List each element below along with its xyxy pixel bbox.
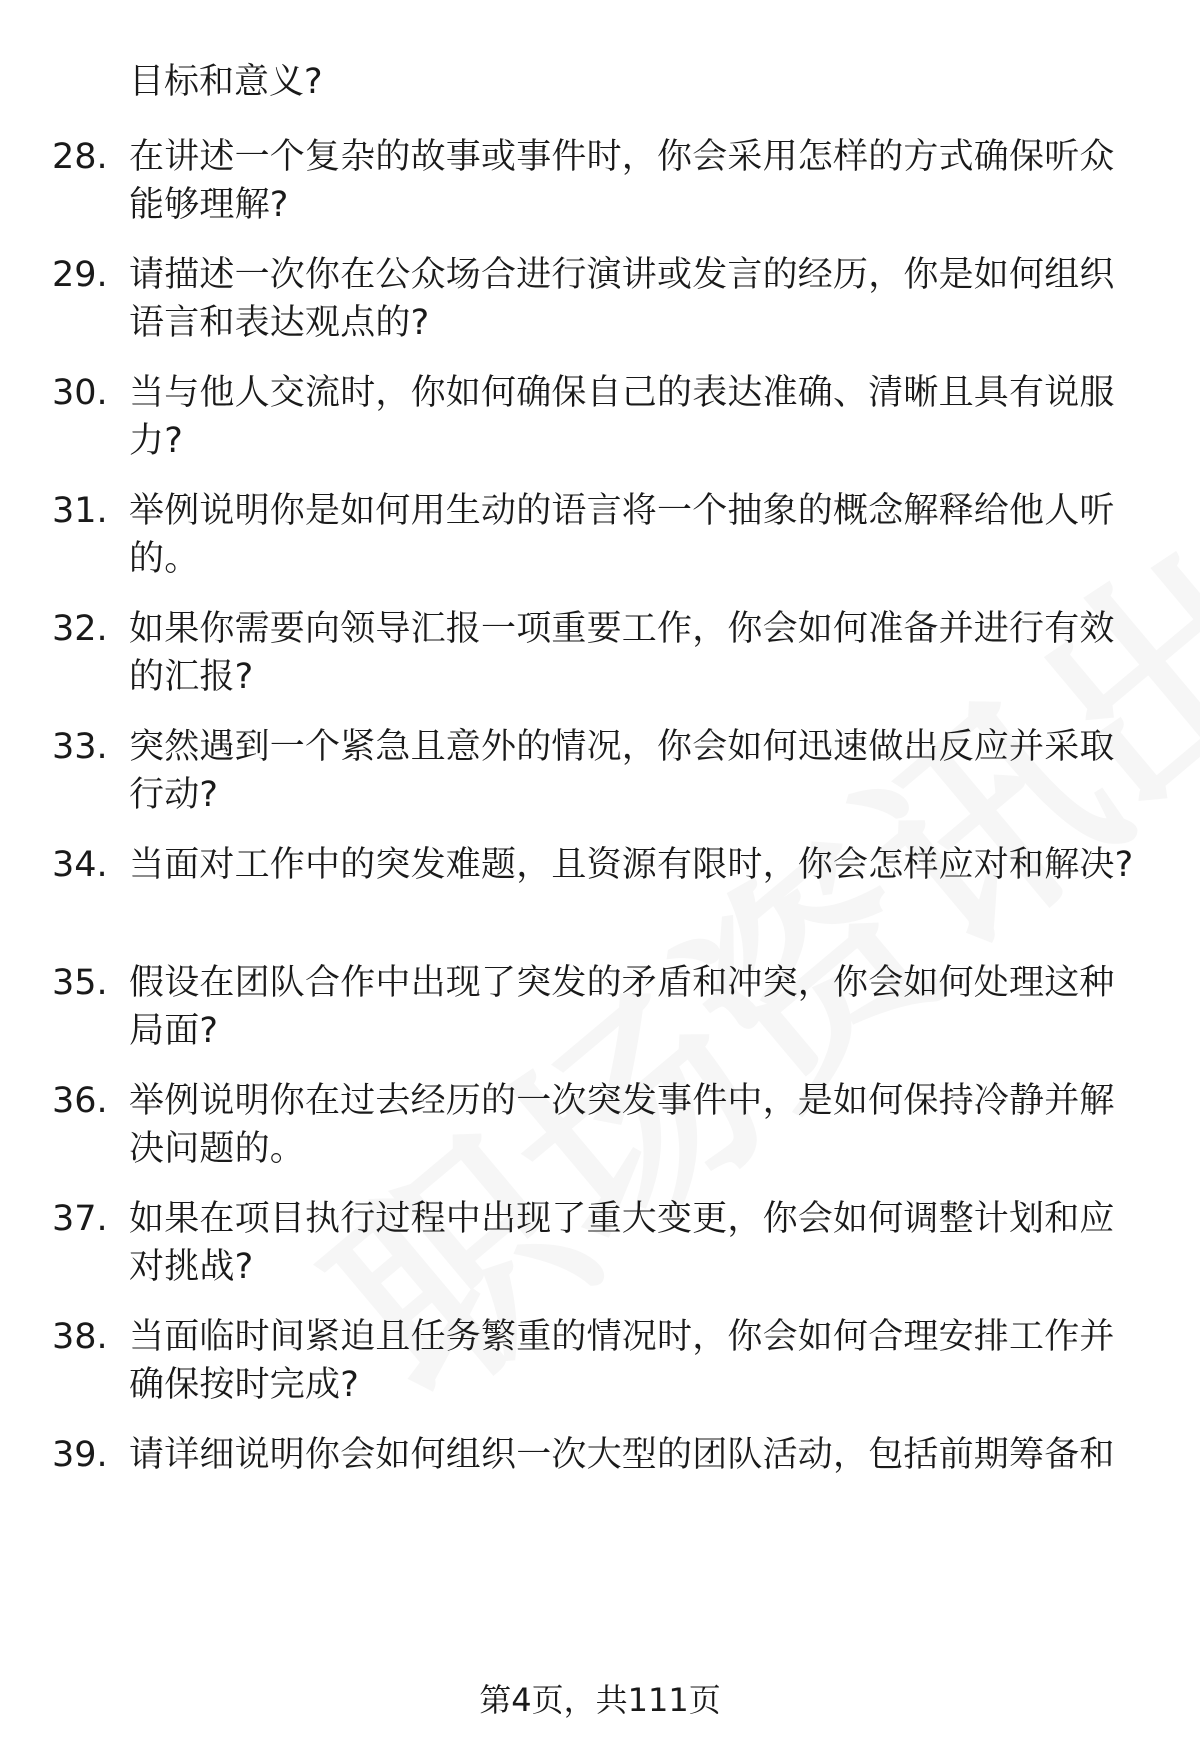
question-number: 37. bbox=[52, 1199, 108, 1239]
question-number: 38. bbox=[52, 1317, 108, 1357]
question-number: 32. bbox=[52, 609, 108, 649]
question-number: 35. bbox=[52, 963, 108, 1003]
question-number: 34. bbox=[52, 845, 108, 885]
question-text: 请描述一次你在公众场合进行演讲或发言的经历，你是如何组织语言和表达观点的? bbox=[129, 255, 1115, 343]
question-number: 39. bbox=[52, 1435, 108, 1475]
question-number: 31. bbox=[52, 491, 108, 531]
question-text: 假设在团队合作中出现了突发的矛盾和冲突，你会如何处理这种局面? bbox=[129, 963, 1115, 1051]
question-text: 请详细说明你会如何组织一次大型的团队活动，包括前期筹备和 bbox=[129, 1435, 1115, 1475]
continued-question-text: 目标和意义? bbox=[129, 62, 323, 102]
question-number: 33. bbox=[52, 727, 108, 767]
question-text: 举例说明你在过去经历的一次突发事件中，是如何保持冷静并解决问题的。 bbox=[129, 1081, 1115, 1169]
question-number: 30. bbox=[52, 373, 108, 413]
question-text: 如果你需要向领导汇报一项重要工作，你会如何准备并进行有效的汇报? bbox=[129, 609, 1115, 697]
question-number: 28. bbox=[52, 137, 108, 177]
question-text: 在讲述一个复杂的故事或事件时，你会采用怎样的方式确保听众能够理解? bbox=[129, 137, 1115, 225]
question-number: 36. bbox=[52, 1081, 108, 1121]
page-footer: 第4页，共111页 bbox=[479, 1681, 721, 1719]
question-text: 如果在项目执行过程中出现了重大变更，你会如何调整计划和应对挑战? bbox=[129, 1199, 1115, 1287]
question-text: 当面临时间紧迫且任务繁重的情况时，你会如何合理安排工作并确保按时完成? bbox=[129, 1317, 1115, 1405]
question-text: 当面对工作中的突发难题，且资源有限时，你会怎样应对和解决? bbox=[129, 845, 1134, 885]
question-text: 突然遇到一个紧急且意外的情况，你会如何迅速做出反应并采取行动? bbox=[129, 727, 1115, 815]
question-number: 29. bbox=[52, 255, 108, 295]
question-text: 当与他人交流时，你如何确保自己的表达准确、清晰且具有说服力? bbox=[129, 373, 1115, 461]
question-text: 举例说明你是如何用生动的语言将一个抽象的概念解释给他人听的。 bbox=[129, 491, 1115, 579]
